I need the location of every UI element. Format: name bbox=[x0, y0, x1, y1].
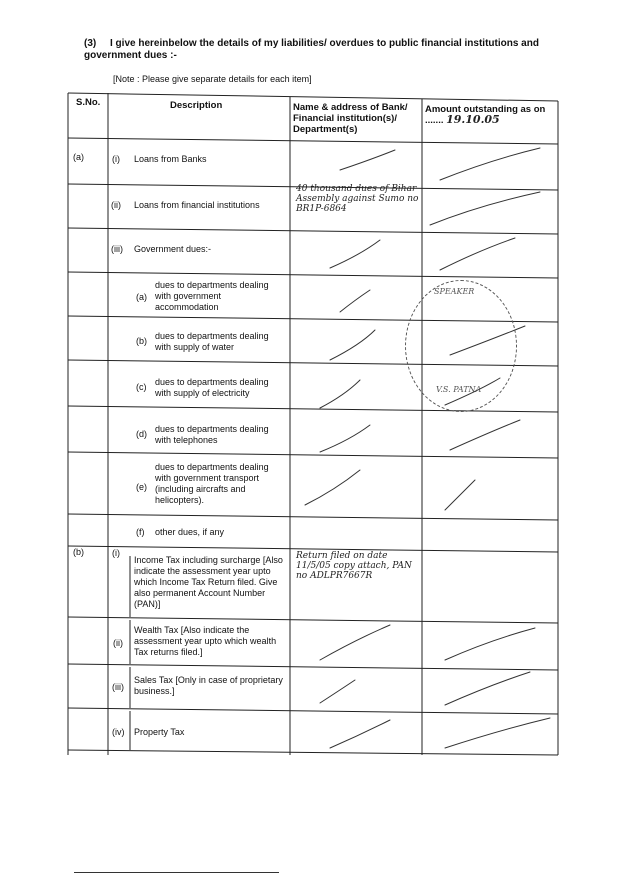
row-government-dues: Government dues:- bbox=[134, 244, 212, 254]
row-i-roman: (i) bbox=[112, 154, 120, 164]
row-b-ii-roman: (ii) bbox=[113, 638, 123, 648]
column-header-name-address: Name & address of Bank/ Financial institution(s)/ Department(s) bbox=[293, 102, 408, 135]
row-a-letter: (a) bbox=[136, 292, 147, 302]
row-iii-roman: (iii) bbox=[111, 244, 123, 254]
section-label-b: (b) bbox=[73, 547, 84, 557]
row-b-iii-roman: (iii) bbox=[112, 682, 124, 692]
row-c-letter: (c) bbox=[136, 382, 147, 392]
amount-date: 19.10.05 bbox=[446, 113, 500, 126]
section-heading-text: I give hereinbelow the details of my liabilities/ overdues to public financial institutions and government dues :- bbox=[84, 38, 539, 61]
row-loans-banks: Loans from Banks bbox=[134, 154, 207, 164]
stamp-bottom-text: V.S. PATNA bbox=[436, 385, 482, 394]
row-other-dues: other dues, if any bbox=[155, 527, 225, 537]
row-b-i-roman: (i) bbox=[112, 548, 120, 558]
row-accommodation: dues to departments dealing with government accommodation bbox=[155, 280, 269, 312]
row-income-tax: Income Tax including surcharge [Also indicate the assessment year upto which Income Tax Return filed. Give also permanent Account Number (PAN)] bbox=[134, 555, 283, 609]
row-transport: dues to departments dealing with government transport (including aircrafts and helicopters). bbox=[155, 462, 269, 505]
row-property-tax: Property Tax bbox=[134, 727, 185, 737]
row-e-letter: (e) bbox=[136, 482, 147, 492]
row-ii-roman: (ii) bbox=[111, 200, 121, 210]
row-b-iv-roman: (iv) bbox=[112, 727, 125, 737]
handwritten-income-tax-note: Return filed on date 11/5/05 copy attach, PAN no ADLPR7667R bbox=[296, 551, 412, 581]
amount-label: Amount outstanding as on ....... bbox=[425, 104, 546, 126]
section-number: (3) bbox=[84, 38, 97, 49]
column-header-amount bbox=[425, 104, 557, 126]
row-f-letter: (f) bbox=[136, 527, 145, 537]
row-loans-financial: Loans from financial institutions bbox=[134, 200, 260, 210]
row-telephones: dues to departments dealing with telephones bbox=[155, 424, 269, 445]
row-d-letter: (d) bbox=[136, 429, 147, 439]
row-b-letter: (b) bbox=[136, 336, 147, 346]
handwritten-loan-note: 40 thousand dues of Bihar Assembly against Sumo no BR1P-6864 bbox=[296, 184, 419, 214]
note-text: [Note : Please give separate details for each item] bbox=[113, 74, 312, 84]
stamp-top-text: SPEAKER bbox=[434, 287, 475, 296]
row-electricity: dues to departments dealing with supply of electricity bbox=[155, 377, 269, 398]
column-header-sno: S.No. bbox=[76, 97, 101, 108]
section-label-a: (a) bbox=[73, 152, 84, 162]
row-water: dues to departments dealing with supply of water bbox=[155, 331, 269, 352]
row-wealth-tax: Wealth Tax [Also indicate the assessment year upto which wealth Tax returns filed.] bbox=[134, 625, 277, 657]
row-sales-tax: Sales Tax [Only in case of proprietary business.] bbox=[134, 675, 283, 696]
column-header-description: Description bbox=[170, 100, 223, 111]
footer-line bbox=[74, 872, 279, 873]
official-stamp bbox=[405, 280, 517, 412]
